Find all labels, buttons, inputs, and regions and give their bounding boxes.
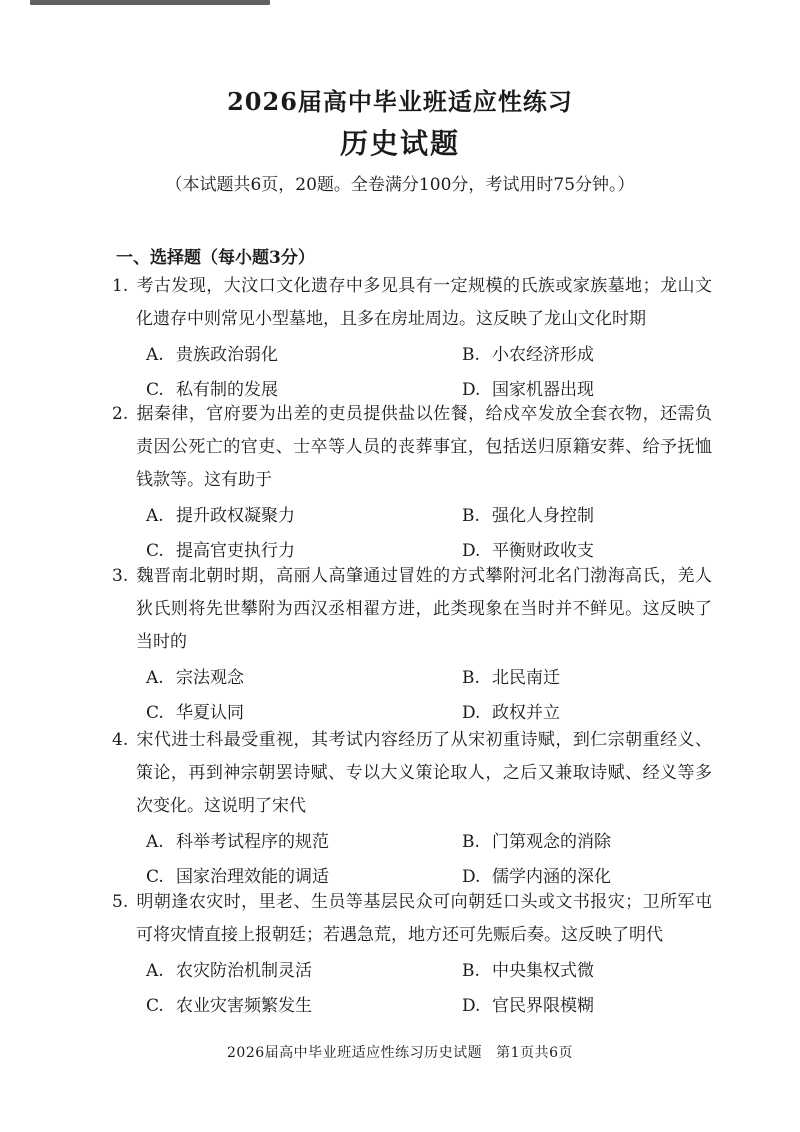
option-text: 科举考试程序的规范 [176,832,329,852]
option-text: 门第观念的消除 [492,832,611,852]
question-text: 考古发现，大汶口文化遗存中多见具有一定规模的氏族或家族墓地；龙山文化遗存中则常见小型墓地，且多在房址周边。这反映了龙山文化时期 [136,276,712,329]
option-letter: B. [462,961,480,981]
option-a [146,661,462,696]
option-text: 国家机器出现 [492,380,594,400]
option-letter: C. [146,380,164,400]
option-letter: B. [462,506,480,526]
exam-subject: 历史试题 [339,127,460,160]
section-heading: 一、选择题（每小题3分） [116,248,315,268]
question-text: 明朝逢农灾时，里老、生员等基层民众可向朝廷口头或文书报灾；卫所军屯可将灾情直接上报朝廷；若遇急荒，地方还可先赈后奏。这反映了明代 [136,892,712,945]
option-letter: C. [146,703,164,723]
option-text: 小农经济形成 [492,345,594,365]
options-grid [112,661,712,731]
option-text: 平衡财政收支 [492,541,594,561]
question-stem [112,560,712,659]
option-text: 中央集权式微 [492,961,594,981]
option-letter: D. [462,996,481,1016]
options-grid [112,954,712,1024]
option-letter: A. [146,506,164,526]
option-letter: A. [146,832,164,852]
option-text: 提高官吏执行力 [176,541,295,561]
option-letter: C. [146,867,164,887]
options-grid [112,825,712,895]
question-number: 1. [112,276,129,296]
options-grid [112,499,712,569]
option-text: 私有制的发展 [176,380,278,400]
question-text: 宋代进士科最受重视，其考试内容经历了从宋初重诗赋，到仁宗朝重经义、策论，再到神宗朝罢诗赋、专以大义策论取人，之后又兼取诗赋、经义等多次变化。这说明了宋代 [136,730,712,816]
option-letter: D. [462,380,481,400]
option-c [146,989,462,1024]
option-b [462,825,722,860]
option-text: 官民界限模糊 [492,996,594,1016]
option-b [462,954,722,989]
question-stem [112,270,712,336]
option-letter: B. [462,668,480,688]
scan-artifact [30,0,270,5]
exam-title: 2026届高中毕业班适应性练习 [227,87,573,116]
question-text: 据秦律，官府要为出差的吏员提供盐以佐餐，给戍卒发放全套衣物，还需负责因公死亡的官吏、士卒等人员的丧葬事宜，包括送归原籍安葬、给予抚恤钱款等。这有助于 [136,404,712,490]
question-stem [112,724,712,823]
question-4 [112,724,712,895]
option-text: 政权并立 [492,703,560,723]
option-letter: C. [146,541,164,561]
footer-page-info: 第1页共6页 [496,1045,573,1061]
option-letter: A. [146,345,164,365]
question-stem [112,886,712,952]
question-text: 魏晋南北朝时期，高丽人高肇通过冒姓的方式攀附河北名门渤海高氏，羌人狄氏则将先世攀附为西汉丞相翟方进，此类现象在当时并不鲜见。这反映了当时的 [136,566,712,652]
page-footer [0,1042,800,1062]
option-letter: D. [462,703,481,723]
question-number: 4. [112,730,129,750]
question-5 [112,886,712,1024]
option-text: 国家治理效能的调适 [176,867,329,887]
option-letter: B. [462,345,480,365]
option-text: 华夏认同 [176,703,244,723]
option-a [146,338,462,373]
option-b [462,661,722,696]
question-number: 2. [112,404,129,424]
option-text: 北民南迁 [492,668,560,688]
option-letter: B. [462,832,480,852]
option-text: 强化人身控制 [492,506,594,526]
option-text: 提升政权凝聚力 [176,506,295,526]
question-number: 3. [112,566,129,586]
question-1 [112,270,712,408]
option-text: 农灾防治机制灵活 [176,961,312,981]
option-b [462,499,722,534]
option-letter: C. [146,996,164,1016]
question-stem [112,398,712,497]
option-a [146,954,462,989]
option-text: 宗法观念 [176,668,244,688]
option-letter: D. [462,541,481,561]
option-letter: D. [462,867,481,887]
question-2 [112,398,712,569]
option-letter: A. [146,961,164,981]
option-a [146,825,462,860]
option-b [462,338,722,373]
question-number: 5. [112,892,129,912]
option-a [146,499,462,534]
footer-title: 2026届高中毕业班适应性练习历史试题 [227,1045,483,1061]
option-letter: A. [146,668,164,688]
question-3 [112,560,712,731]
option-text: 农业灾害频繁发生 [176,996,312,1016]
exam-note: （本试题共6页，20题。全卷满分100分，考试用时75分钟。） [165,175,635,195]
option-d [462,989,722,1024]
option-text: 贵族政治弱化 [176,345,278,365]
option-text: 儒学内涵的深化 [492,867,611,887]
